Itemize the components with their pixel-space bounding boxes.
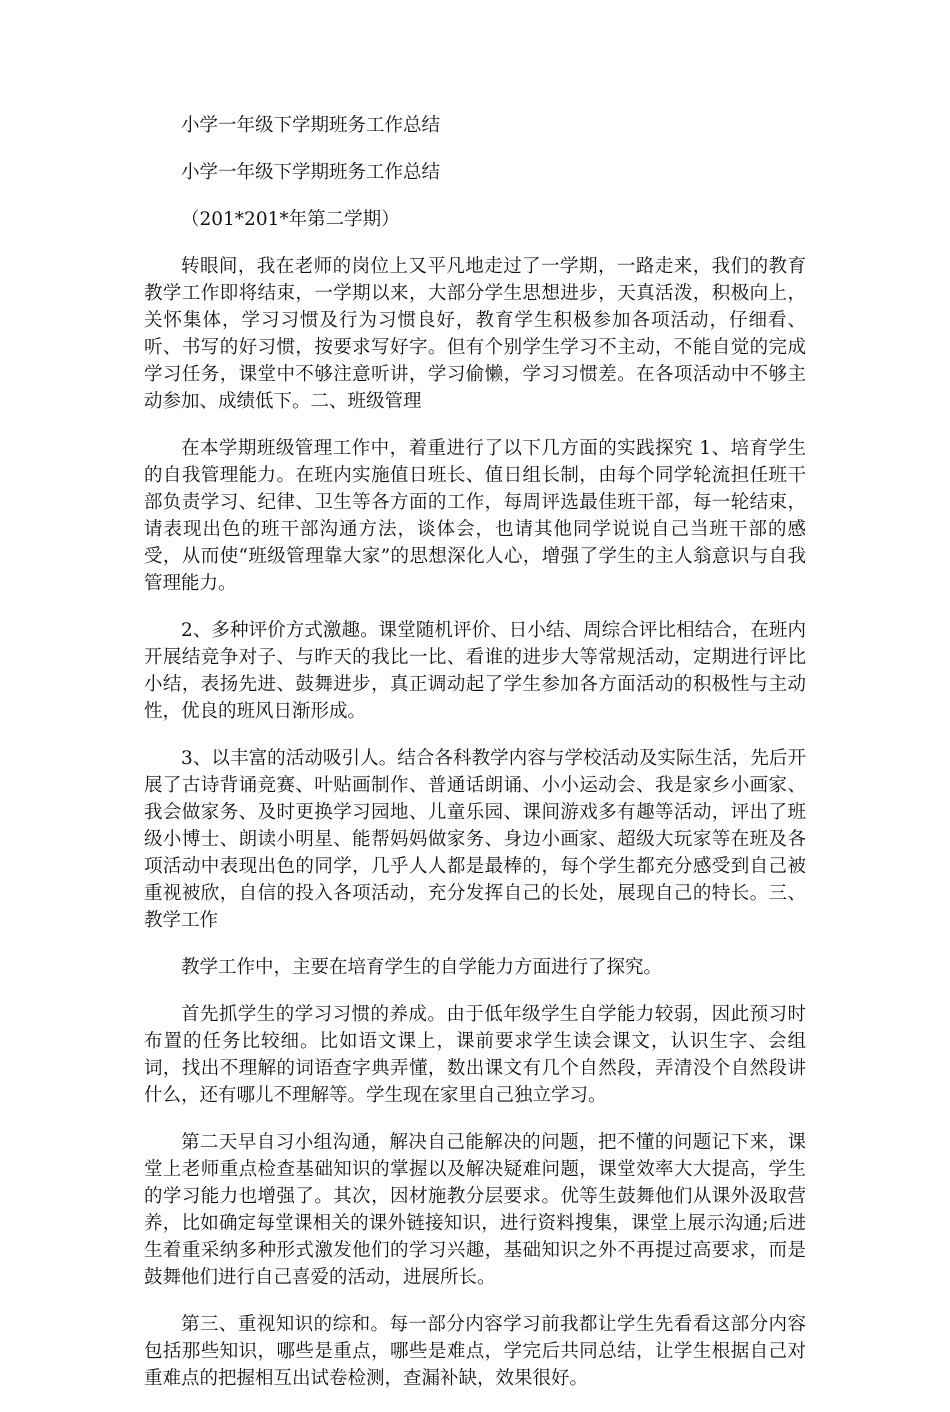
paragraph-teaching: 教学工作中，主要在培育学生的自学能力方面进行了探究。 — [181, 957, 663, 978]
document-subtitle: 小学一年级下学期班务工作总结 — [181, 162, 441, 183]
paragraph-class-management: 在本学期班级管理工作中，着重进行了以下几方面的实践探究 1、培育学生的自我管理能力。在班内实施值日班长、值日组长制，由每个同学轮流担任班干部负责学习、纪律、卫生等各方面的工作，每周评选最佳班干部，每一轮结束，请表现出色的班干部沟通方法，谈体会，也请其他同学说说自己当班干部的感受，从而使“班级管理靠大家”的思想深化人心，增强了学生的主人翁意识与自我管理能力。 — [144, 438, 806, 594]
paragraph-intro: 转眼间，我在老师的岗位上又平凡地走过了一学期，一路走来，我们的教育教学工作即将结束，一学期以来，大部分学生思想进步，天真活泼，积极向上，关怀集体，学习习惯及行为习惯良好，教育学生积极参加各项活动，仔细看、听、书写的好习惯，按要求写好字。但有个别学生学习不主动，不能自觉的完成学习任务，课堂中不够注意听讲，学习偷懒，学习习惯差。在各项活动中不够主动参加、成绩低下。二、班级管理 — [144, 256, 806, 412]
document-body — [144, 112, 806, 1412]
paragraph-activities: 3、以丰富的活动吸引人。结合各科教学内容与学校活动及实际生活，先后开展了古诗背诵竞赛、叶贴画制作、普通话朗诵、小小运动会、我是家乡小画家、我会做家务、及时更换学习园地、儿童乐园、课间游戏多有趣等活动，评出了班级小博士、朗读小明星、能帮妈妈做家务、身边小画家、超级大玩家等在班及各项活动中表现出色的同学，几乎人人都是最棒的，每个学生都充分感受到自己被重视被欣，自信的投入各项活动，充分发挥自己的长处，展现自己的特长。三、教学工作 — [144, 748, 806, 931]
document-title: 小学一年级下学期班务工作总结 — [181, 115, 441, 136]
paragraph-habits: 首先抓学生的学习习惯的养成。由于低年级学生自学能力较弱，因此预习时布置的任务比较细。比如语文课上，课前要求学生读会课文，认识生字、会组词，找出不理解的词语查字典弄懂，数出课文有几个自然段，弄清没个自然段讲什么，还有哪儿不理解等。学生现在家里自己独立学习。 — [144, 1004, 806, 1106]
paragraph-synthesis: 第三、重视知识的综和。每一部分内容学习前我都让学生先看看这部分内容包括那些知识，哪些是重点，哪些是难点，学完后共同总结，让学生根据自己对重难点的把握相互出试卷检测，查漏补缺，效果很好。 — [144, 1314, 806, 1389]
document-term: （201*201*年第二学期） — [181, 209, 400, 230]
paragraph-evaluation: 2、多种评价方式激趣。课堂随机评价、日小结、周综合评比相结合，在班内开展结竞争对子、与昨天的我比一比、看谁的进步大等常规活动，定期进行评比小结，表扬先进、鼓舞进步，真正调动起了学生参加各方面活动的积极性与主动性，优良的班风日渐形成。 — [144, 620, 806, 722]
paragraph-self-study: 第二天早自习小组沟通，解决自己能解决的问题，把不懂的问题记下来，课堂上老师重点检查基础知识的掌握以及解决疑难问题，课堂效率大大提高，学生的学习能力也增强了。其次，因材施教分层要求。优等生鼓舞他们从课外汲取营养，比如确定每堂课相关的课外链接知识，进行资料搜集，课堂上展示沟通;后进生着重采纳多种形式激发他们的学习兴趣，基础知识之外不再提过高要求，而是鼓舞他们进行自己喜爱的活动，进展所长。 — [144, 1132, 806, 1288]
